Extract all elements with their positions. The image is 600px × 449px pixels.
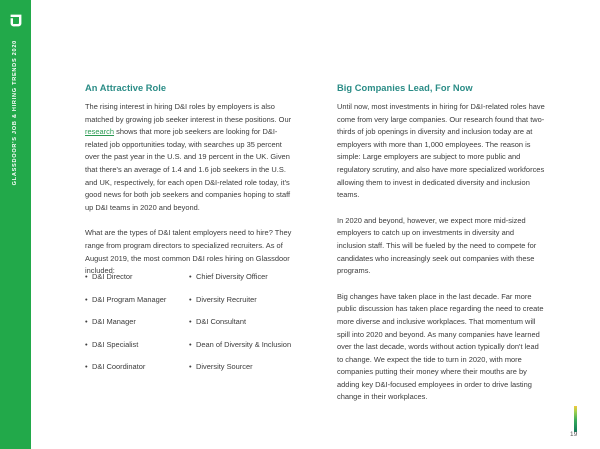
sidebar-report-title: GLASSDOOR'S JOB & HIRING TRENDS 2020 [11, 40, 18, 186]
bullet-icon [189, 362, 196, 372]
right-column [337, 82, 545, 404]
list-item-label: D&I Specialist [92, 339, 139, 349]
bullet-icon [85, 295, 92, 305]
list-item-label: D&I Coordinator [92, 362, 146, 372]
right-section-heading: Big Companies Lead, For Now [337, 83, 473, 93]
list-item [85, 362, 189, 372]
bullet-icon [85, 317, 92, 327]
left-section-heading: An Attractive Role [85, 83, 167, 93]
list-item [189, 362, 317, 372]
list-item [189, 295, 317, 305]
roles-bullet-grid [85, 272, 317, 385]
footer-accent-bar [574, 406, 577, 432]
list-item-label: Diversity Recruiter [196, 294, 257, 304]
bullet-icon [85, 362, 92, 372]
bullet-icon [189, 317, 196, 327]
list-item-label: Chief Diversity Officer [196, 272, 268, 281]
list-item [85, 272, 189, 282]
list-item [85, 317, 189, 327]
list-item-label: D&I Manager [92, 317, 136, 327]
left-column [85, 82, 293, 278]
left-paragraph-1-part-1: The rising interest in hiring D&I roles by employers is also matched by growing job seeker interest in these positions. Our [85, 102, 292, 124]
list-item-label: D&I Program Manager [92, 294, 167, 304]
list-item [85, 340, 189, 350]
left-paragraph-1 [85, 101, 293, 214]
glassdoor-logo-icon [8, 13, 23, 28]
bullet-icon [189, 295, 196, 305]
bullet-icon [189, 272, 196, 282]
page-number: 19 [570, 431, 578, 438]
list-item-label: D&I Consultant [196, 317, 247, 327]
list-item-label: Dean of Diversity & Inclusion [196, 339, 292, 349]
list-item [189, 340, 317, 350]
list-item-label: D&I Director [92, 272, 133, 281]
sidebar-spine [0, 0, 31, 449]
list-item-label: Diversity Sourcer [196, 362, 253, 372]
bullet-icon [85, 340, 92, 350]
list-item [189, 317, 317, 327]
right-paragraph-1: Until now, most investments in hiring for D&I-related roles have come from very large companies. Our research found that two-thirds of job openings in diversity and inclusion today are at employers with more than 1,000 employees. The reason is simple: Large employers are subject to more public and regulatory scrutiny, and also have more specialized workforces allowing them to invest in dedicated diversity and inclusion teams. [337, 102, 545, 200]
bullet-icon [85, 272, 92, 282]
list-item [85, 295, 189, 305]
right-paragraph-3: Big changes have taken place in the last decade. Far more public discussion has taken place regarding the need to create more diverse and inclusive workplaces. That momentum will spill into 2020 and beyond. As many companies have learned over the last decade, words without action typically don't lead to change. We expect the tide to turn in 2020, with more companies putting their money where their mouths are by adding key D&I-focused employees in order to drive lasting change in their workplaces. [337, 291, 544, 402]
page-content [31, 0, 600, 449]
right-paragraph-2: In 2020 and beyond, however, we expect more mid-sized employers to catch up on investments in diversity and inclusion staff. This will be fueled by the need to compete for candidates who increasingly seek out companies with these programs. [337, 215, 537, 276]
list-item [189, 272, 317, 282]
left-paragraph-1-part-2: shows that more job seekers are looking for D&I-related job opportunities today, with searches up 35 percent over the past year in the U.S. and 19 percent in the UK. Given that there's an average of 1.4 and 1.6 job seekers in the U.S. and UK, respectively, for each open D&I-related role today, it's good news for both job seekers and companies hoping to staff up D&I teams in 2020 and beyond. [85, 127, 291, 212]
bullet-icon [189, 340, 196, 350]
left-paragraph-2: What are the types of D&I talent employers need to hire? They range from program directors to specialized recruiters. As of August 2019, the most common D&I roles hiring on Glassdoor included: [85, 228, 292, 276]
research-link[interactable]: research [85, 127, 115, 137]
